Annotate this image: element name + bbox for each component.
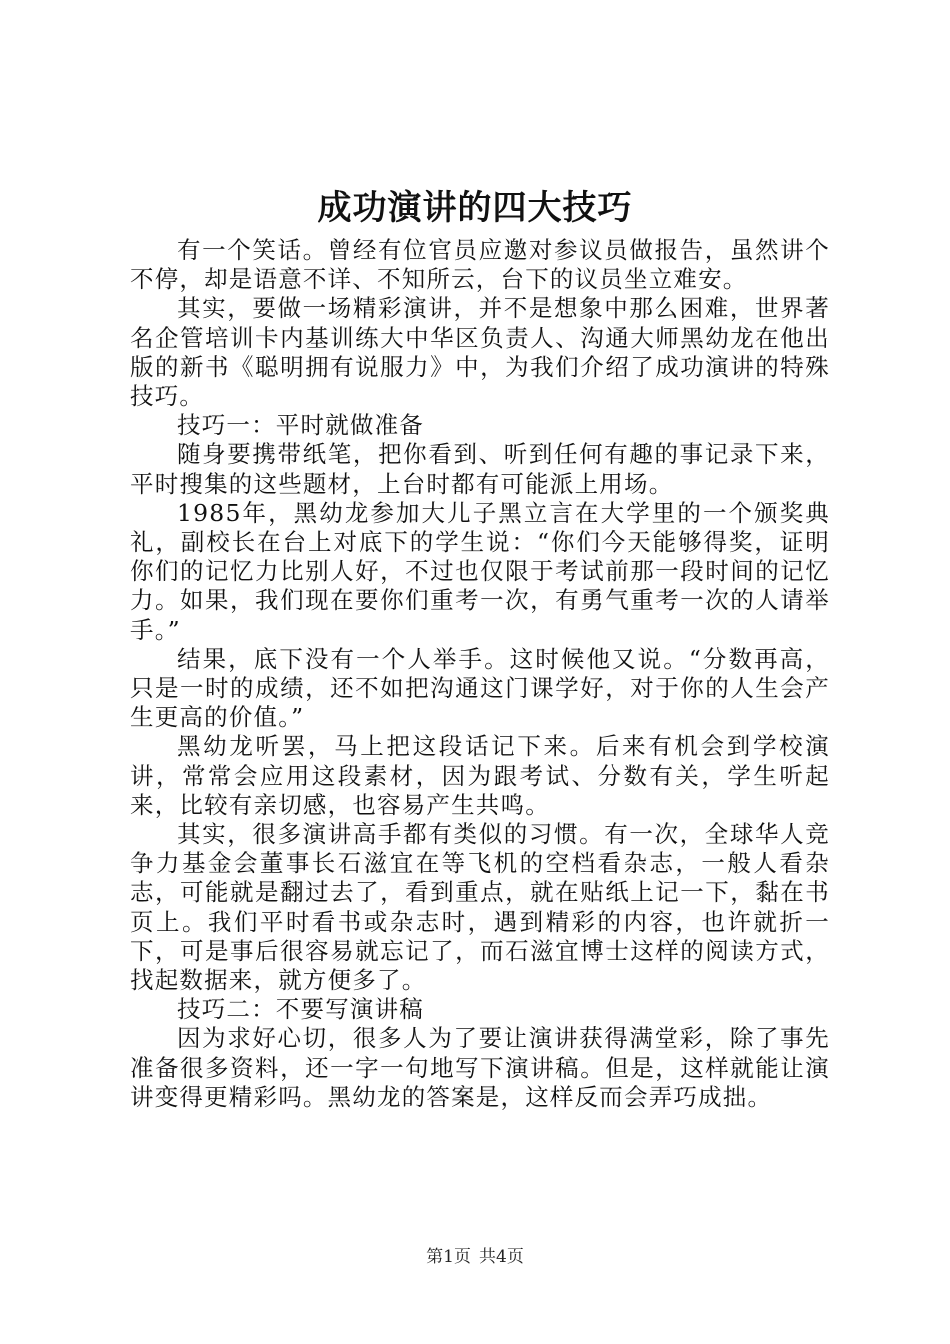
section-heading: 技巧一：平时就做准备 (177, 411, 424, 440)
page-footer (0, 1245, 950, 1269)
paragraph: 黑幼龙听罢，马上把这段话记下来。后来有机会到学校演讲，常常会应用这段素材，因为跟考试、分数有关，学生听起来，比较有亲切感，也容易产生共鸣。 (130, 732, 830, 819)
paragraph: 有一个笑话。曾经有位官员应邀对参议员做报告，虽然讲个不停，却是语意不详、不知所云，台下的议员坐立难安。 (130, 236, 830, 294)
document-title: 成功演讲的四大技巧 (317, 188, 633, 228)
paragraph: 其实，要做一场精彩演讲，并不是想象中那么困难，世界著名企管培训卡内基训练大中华区负责人、沟通大师黑幼龙在他出版的新书《聪明拥有说服力》中，为我们介绍了成功演讲的特殊技巧。 (130, 294, 830, 411)
document-body (130, 236, 830, 1112)
paragraph: 结果，底下没有一个人举手。这时候他又说。“分数再高，只是一时的成绩，还不如把沟通这门课学好，对于你的人生会产生更高的价值。” (130, 644, 830, 732)
page-total: 共4页 (479, 1247, 524, 1267)
section-heading: 技巧二：不要写演讲稿 (177, 995, 424, 1024)
paragraph: 1985年，黑幼龙参加大儿子黑立言在大学里的一个颁奖典礼，副校长在台上对底下的学生说：“你们今天能够得奖，证明你们的记忆力比别人好，不过也仅限于考试前那一段时间的记忆力。如果，我们现在要你们重考一次，有勇气重考一次的人请举手。” (130, 498, 830, 644)
page-number: 第1页 (426, 1247, 471, 1267)
paragraph: 其实，很多演讲高手都有类似的习惯。有一次，全球华人竞争力基金会董事长石滋宜在等飞机的空档看杂志，一般人看杂志，可能就是翻过去了，看到重点，就在贴纸上记一下，黏在书页上。我们平时看书或杂志时，遇到精彩的内容，也许就折一下，可是事后很容易就忘记了，而石滋宜博士这样的阅读方式，找起数据来，就方便多了。 (130, 820, 830, 995)
paragraph: 随身要携带纸笔，把你看到、听到任何有趣的事记录下来，平时搜集的这些题材，上台时都有可能派上用场。 (130, 440, 830, 498)
paragraph: 因为求好心切，很多人为了要让演讲获得满堂彩，除了事先准备很多资料，还一字一句地写下演讲稿。但是，这样就能让演讲变得更精彩吗。黑幼龙的答案是，这样反而会弄巧成拙。 (130, 1024, 830, 1111)
